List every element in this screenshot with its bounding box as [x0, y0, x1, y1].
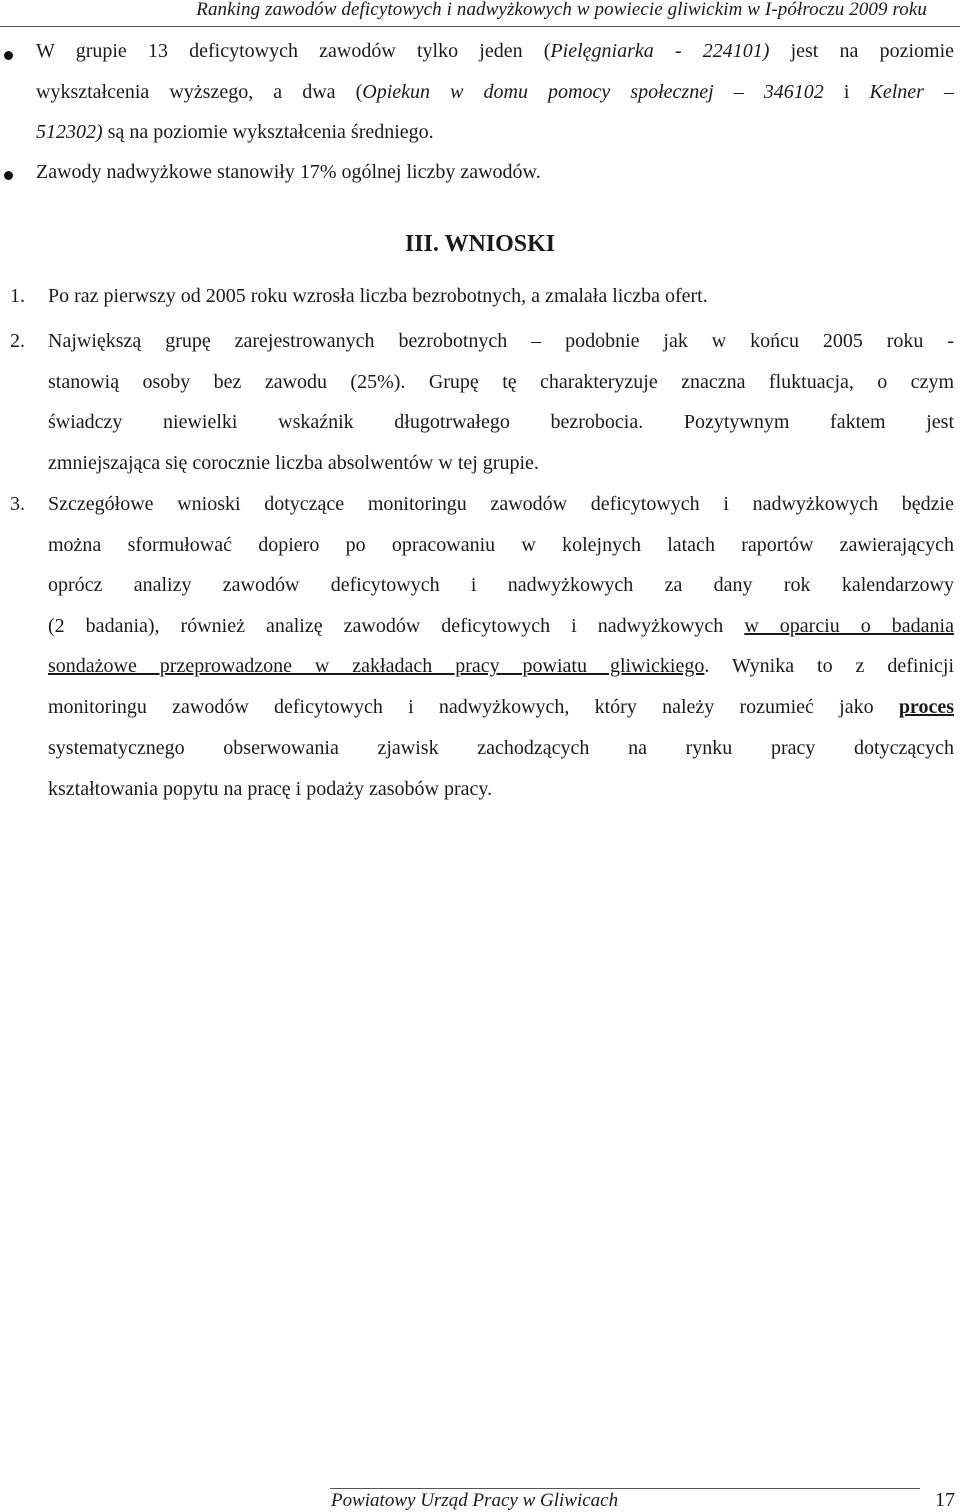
- conclusion-text-line: [48, 331, 954, 351]
- conclusion-text-line: [48, 779, 492, 799]
- section-heading: III. WNIOSKI: [404, 231, 556, 257]
- conclusion-text-line: [48, 575, 954, 595]
- bullet-text-line: [36, 82, 954, 102]
- text-run: Największą grupę zarejestrowanych bezrobotnych – podobnie jak w końcu 2005 roku -: [48, 330, 954, 352]
- footer-institution: Powiatowy Urząd Pracy w Gliwicach: [331, 1490, 619, 1511]
- conclusion-text-line: [48, 412, 954, 432]
- text-run: oprócz analizy zawodów deficytowych i nadwyżkowych za dany rok kalendarzowy: [48, 574, 954, 596]
- text-run: proces: [898, 696, 954, 718]
- text-run: 512302): [36, 121, 103, 143]
- text-run: Szczegółowe wnioski dotyczące monitoringu zawodów deficytowych i nadwyżkowych będzie: [48, 493, 954, 515]
- conclusion-number: 2.: [10, 330, 25, 352]
- conclusion-text-line: [48, 372, 954, 392]
- text-run: zmniejszająca się corocznie liczba absolwentów w tej grupie.: [48, 452, 539, 474]
- conclusion-text-line: [48, 494, 954, 514]
- text-run: stanowią osoby bez zawodu (25%). Grupę tę charakteryzuje znaczna fluktuacja, o czym: [48, 371, 954, 393]
- bullet-icon: [4, 171, 13, 180]
- page-number: 17: [935, 1489, 955, 1511]
- text-run: Zawody nadwyżkowe stanowiły 17% ogólnej liczby zawodów.: [36, 161, 541, 183]
- bullet-text-line: [36, 41, 954, 61]
- conclusion-text-line: [48, 616, 954, 636]
- bullet-text-line: [36, 162, 541, 182]
- text-run: W grupie 13 deficytowych zawodów tylko jeden (: [36, 40, 551, 62]
- text-run: wykształcenia wyższego, a dwa (: [36, 81, 363, 103]
- text-run: (2 badania), również analizę zawodów deficytowych i nadwyżkowych: [48, 615, 745, 637]
- conclusion-number: 3.: [10, 493, 25, 515]
- running-title: Ranking zawodów deficytowych i nadwyżkowych w powiecie gliwickim w I-półroczu 2009 roku: [196, 0, 927, 20]
- text-run: . Wynika to z definicji: [704, 655, 954, 677]
- text-run: systematycznego obserwowania zjawisk zachodzących na rynku pracy dotyczących: [48, 737, 954, 759]
- page-header: [0, 0, 960, 27]
- conclusion-text-line: [48, 697, 954, 717]
- conclusion-text-line: [48, 453, 539, 473]
- text-run: sondażowe przeprowadzone w zakładach pracy powiatu gliwickiego: [48, 655, 705, 677]
- bullet-text-line: [36, 122, 434, 142]
- conclusion-text-line: [48, 656, 954, 676]
- text-run: Po raz pierwszy od 2005 roku wzrosła liczba bezrobotnych, a zmalała liczba ofert.: [48, 285, 708, 307]
- text-run: są na poziomie wykształcenia średniego.: [102, 121, 434, 143]
- conclusion-text-line: [48, 286, 708, 306]
- text-run: jest na poziomie: [769, 40, 955, 62]
- text-run: kształtowania popytu na pracę i podaży zasobów pracy.: [48, 778, 493, 800]
- text-run: monitoringu zawodów deficytowych i nadwyżkowych, który należy rozumieć jako: [48, 696, 899, 718]
- text-run: świadczy niewielki wskaźnik długotrwałego bezrobocia. Pozytywnym faktem jest: [48, 411, 954, 433]
- text-run: można sformułować dopiero po opracowaniu w kolejnych latach raportów zawierających: [48, 534, 954, 556]
- conclusion-number: 1.: [10, 285, 25, 307]
- text-run: Kelner –: [869, 81, 955, 103]
- text-run: i: [823, 81, 870, 103]
- text-run: Opiekun w domu pomocy społecznej – 346102: [362, 81, 824, 103]
- text-run: Pielęgniarka - 224101): [550, 40, 770, 62]
- conclusion-text-line: [48, 535, 954, 555]
- conclusion-text-line: [48, 738, 954, 758]
- bullet-icon: [4, 51, 13, 60]
- text-run: w oparciu o badania: [744, 615, 954, 637]
- footer-rule: [330, 1488, 920, 1489]
